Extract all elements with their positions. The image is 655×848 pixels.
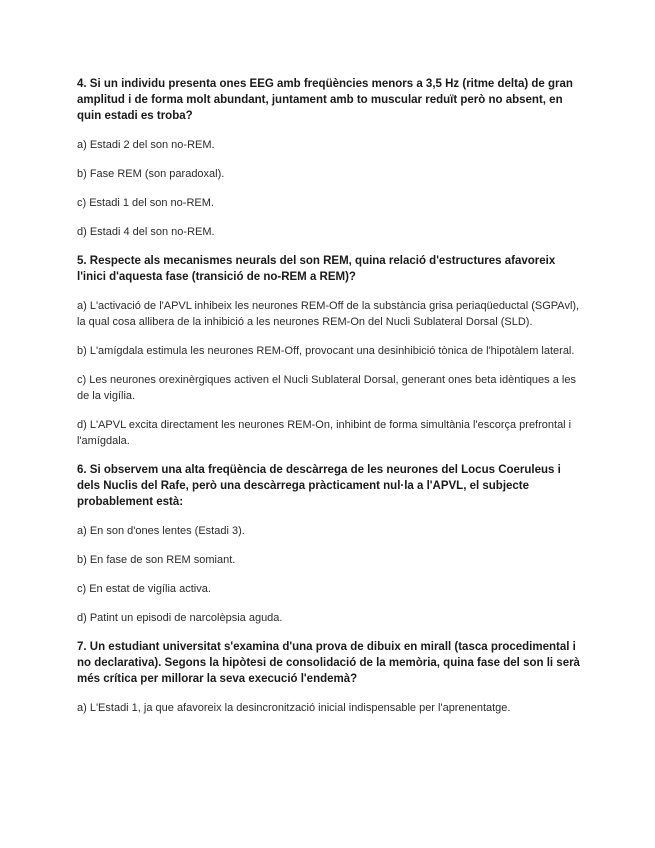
option-5d: d) L'APVL excita directament les neurones REM-On, inhibint de forma simultània l'escorça prefrontal i l'amígdala. [77, 419, 572, 447]
question-4: 4. Si un individu presenta ones EEG amb freqüències menors a 3,5 Hz (ritme delta) de gran amplitud i de forma molt abundant, juntament amb to muscular reduït però no absent, en quin estadi es troba? [77, 78, 573, 122]
option-4d: d) Estadi 4 del son no-REM. [77, 226, 215, 238]
option-5c: c) Les neurones orexinèrgiques activen el Nucli Sublateral Dorsal, generant ones beta idèntiques a les de la vigília. [77, 374, 576, 402]
option-4b: b) Fase REM (son paradoxal). [77, 168, 225, 180]
option-6d: d) Patint un episodi de narcolèpsia aguda. [77, 612, 283, 624]
option-4c: c) Estadi 1 del son no-REM. [77, 197, 214, 209]
question-6: 6. Si observem una alta freqüència de descàrrega de les neurones del Locus Coeruleus i dels Nuclis del Rafe, però una descàrrega pràcticament nul·la a l'APVL, el subjecte probablement està: [77, 464, 561, 508]
question-5: 5. Respecte als mecanismes neurals del son REM, quina relació d'estructures afavoreix l'inici d'aquesta fase (transició de no-REM a REM)? [77, 255, 556, 283]
option-5a: a) L'activació de l'APVL inhibeix les neurones REM-Off de la substància grisa periaqüeductal (SGPAvl), la qual cosa allibera de la inhibició a les neurones REM-On del Nucli Sublateral Dorsal (SLD). [77, 300, 580, 328]
option-4a: a) Estadi 2 del son no-REM. [77, 139, 215, 151]
option-6b: b) En fase de son REM somiant. [77, 554, 236, 566]
question-7: 7. Un estudiant universitat s'examina d'una prova de dibuix en mirall (tasca procedimental i no declarativa). Segons la hipòtesi de consolidació de la memòria, quina fase del son li serà més crítica per millorar la seva execució l'endemà? [77, 641, 580, 685]
option-5b: b) L'amígdala estimula les neurones REM-Off, provocant una desinhibició tònica de l'hipotàlem lateral. [77, 345, 575, 357]
option-6c: c) En estat de vigília activa. [77, 583, 211, 595]
option-7a: a) L'Estadi 1, ja que afavoreix la desincronització inicial indispensable per l'aprenentatge. [77, 702, 511, 714]
option-6a: a) En son d'ones lentes (Estadi 3). [77, 525, 245, 537]
document-page [77, 76, 582, 716]
